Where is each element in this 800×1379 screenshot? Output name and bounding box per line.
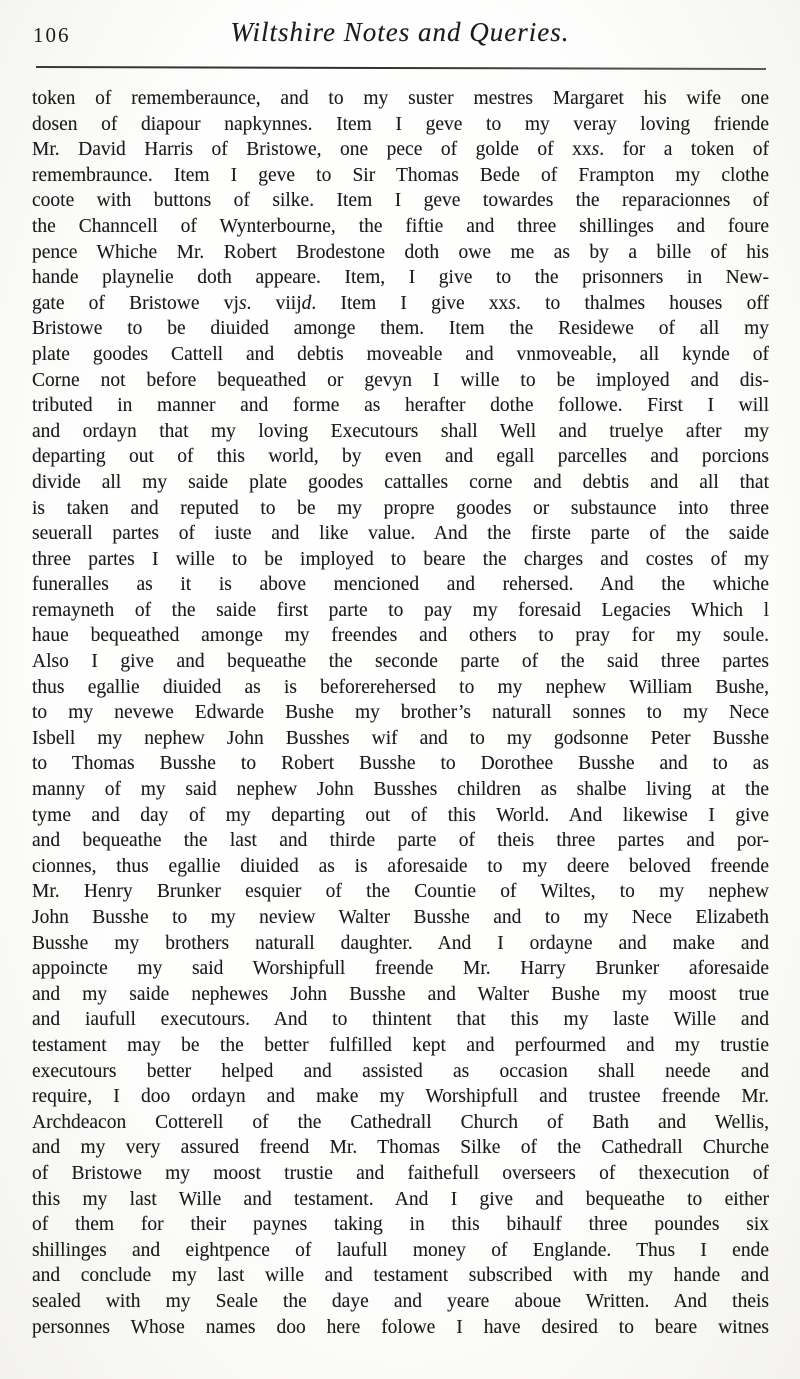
text-line: Archdeacon Cotterell of the Cathedrall Church of Bath and Wellis, [32, 1111, 769, 1133]
running-title: Wiltshire Notes and Queries. [230, 17, 570, 47]
text-line: is taken and reputed to be my propre goodes or substaunce into three [32, 497, 769, 519]
text-segment: . to thalmes houses off [515, 292, 769, 314]
text-line: seuerall partes of iuste and like value. And the firste parte of the saide [32, 523, 769, 545]
text-line: and my saide nephewes John Busshe and Walter Bushe my moost true [32, 983, 769, 1005]
text-line: require, I doo ordayn and make my Worshipfull and trustee freende Mr. [32, 1086, 769, 1108]
text-line: cionnes, thus egallie diuided as is aforesaide to my deere beloved freende [32, 855, 769, 877]
text-line: remayneth of the saide first parte to pay my foresaid Legacies Which l [32, 599, 769, 621]
text-line: haue bequeathed amonge my freendes and others to pray for my soule. [32, 625, 769, 647]
text-segment: . viij [246, 292, 302, 314]
text-segment: Mr. David Harris of Bristowe, one pece of golde of xx [32, 139, 592, 161]
text-line: Mr. Henry Brunker esquier of the Countie of Wiltes, to my nephew [32, 881, 769, 903]
text-line: testament may be the better fulfilled kept and perfourmed and my trustie [32, 1034, 769, 1056]
italic-text-segment: s [508, 292, 516, 314]
text-line: tributed in manner and forme as herafter dothe followe. First I will [32, 395, 769, 417]
header-rule [36, 66, 766, 70]
text-line: three partes I wille to be imployed to beare the charges and costes of my [32, 548, 769, 570]
text-line: divide all my saide plate goodes cattalles corne and debtis and all that [32, 471, 769, 493]
text-line [32, 291, 769, 317]
text-line: and ordayn that my loving Executours shall Well and truelye after my [32, 420, 769, 442]
text-line: sealed with my Seale the daye and yeare aboue Written. And theis [32, 1290, 769, 1312]
text-segment: gate of Bristowe vj [32, 292, 239, 314]
text-line: pence Whiche Mr. Robert Brodestone doth owe me as by a bille of his [32, 241, 769, 263]
text-line: personnes Whose names doo here folowe I have desired to beare witnes [32, 1316, 769, 1338]
text-line: token of rememberaunce, and to my suster mestres Margaret his wife one [32, 88, 769, 109]
text-line: manny of my said nephew John Busshes children as shalbe living at the [32, 779, 769, 801]
text-line: funeralles as it is above mencioned and rehersed. And the whiche [32, 574, 769, 596]
page-body [32, 86, 769, 1340]
text-line: thus egallie diuided as is beforerehersed to my nephew William Bushe, [32, 676, 769, 698]
text-line: remembraunce. Item I geve to Sir Thomas Bede of Frampton my clothe [32, 164, 769, 186]
text-line: of them for their paynes taking in this bihaulf three poundes six [32, 1214, 769, 1236]
text-line: coote with buttons of silke. Item I geve towardes the reparacionnes of [32, 190, 769, 212]
text-line: Also I give and bequeathe the seconde parte of the said three partes [32, 651, 769, 673]
text-line: Isbell my nephew John Busshes wif and to my godsonne Peter Busshe [32, 727, 769, 749]
text-line: and my very assured freend Mr. Thomas Silke of the Cathedrall Churche [32, 1137, 769, 1159]
text-line: shillinges and eightpence of laufull money of Englande. Thus I ende [32, 1239, 769, 1261]
text-line: Busshe my brothers naturall daughter. And I ordayne and make and [32, 932, 769, 954]
page-number: 106 [33, 23, 71, 47]
text-line: appoincte my said Worshipfull freende Mr. Harry Brunker aforesaide [32, 958, 769, 980]
text-line: to my nevewe Edwarde Bushe my brother’s naturall sonnes to my Nece [32, 702, 769, 724]
text-line: departing out of this world, by even and egall parcelles and porcions [32, 446, 769, 468]
text-line: this my last Wille and testament. And I give and bequeathe to either [32, 1188, 769, 1210]
text-line: tyme and day of my departing out of this World. And likewise I give [32, 804, 769, 826]
italic-text-segment: s [591, 139, 600, 161]
text-line: of Bristowe my moost trustie and faithefull overseers of thexecution of [32, 1162, 769, 1184]
text-line: plate goodes Cattell and debtis moveable and vnmoveable, all kynde of [32, 343, 769, 365]
italic-text-segment: d [301, 292, 312, 314]
text-line: Corne not before bequeathed or gevyn I wille to be imployed and dis- [32, 369, 769, 391]
text-line: hande playnelie doth appeare. Item, I give to the prisonners in New- [32, 267, 769, 289]
text-line: John Busshe to my neview Walter Busshe and to my Nece Elizabeth [32, 907, 769, 928]
text-line: and conclude my last wille and testament subscribed with my hande and [32, 1265, 769, 1287]
text-line: the Channcell of Wynterbourne, the fiftie and three shillinges and foure [32, 215, 769, 237]
text-line: dosen of diapour napkynnes. Item I geve to my veray loving friende [32, 113, 769, 135]
text-line: and iaufull executours. And to thintent that this my laste Wille and [32, 1009, 769, 1031]
text-line [32, 137, 769, 163]
text-line: to Thomas Busshe to Robert Busshe to Dorothee Busshe and to as [32, 753, 769, 775]
text-segment: . for a token of [599, 139, 769, 161]
text-line: Bristowe to be diuided amonge them. Item the Residewe of all my [32, 318, 769, 340]
text-line: executours better helped and assisted as occasion shall neede and [32, 1060, 769, 1082]
text-segment: . Item I give xx [311, 292, 509, 314]
italic-text-segment: s [238, 292, 247, 314]
text-line: and bequeathe the last and thirde parte of theis three partes and por- [32, 830, 769, 852]
